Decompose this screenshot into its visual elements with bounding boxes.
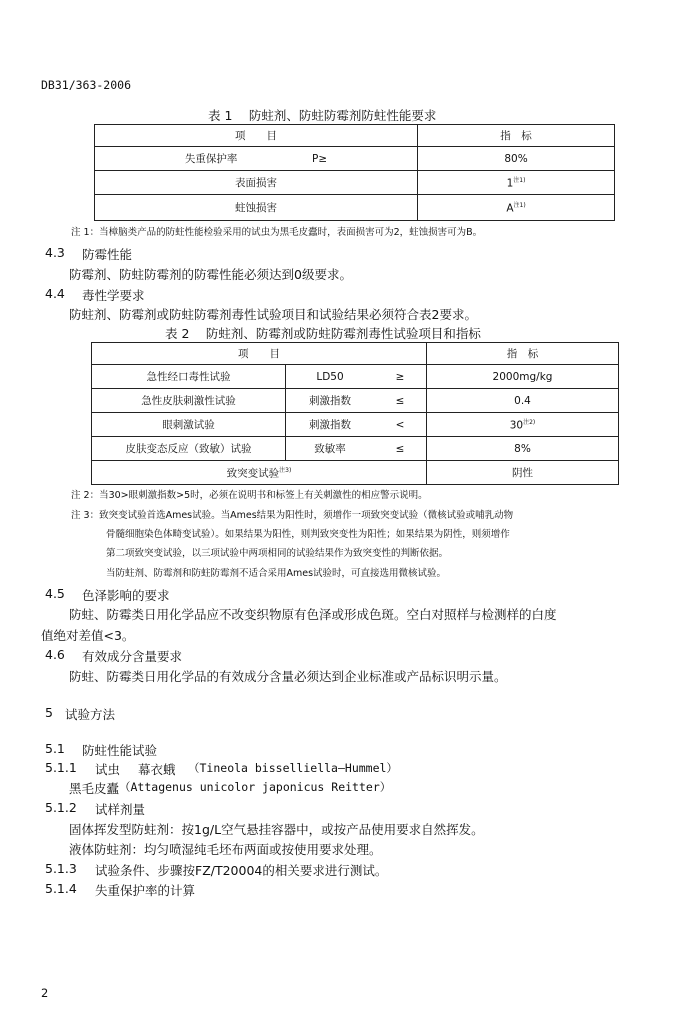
section-number: 4.5	[45, 586, 65, 601]
insect-latin: （Tineola bisselliella—Hummel）	[188, 761, 398, 775]
item-label: 失重保护率	[184, 153, 238, 165]
table1-row-value: $A^{注1)}$	[418, 195, 615, 221]
table2-row-item: 皮肤变态反应（致敏）试验	[92, 437, 286, 461]
section-number: 4.4	[45, 286, 65, 301]
item-symbol: P≥	[312, 153, 328, 165]
table2-row-item: 急性经口毒性试验	[92, 365, 286, 389]
paragraph: 防蛀剂、防霉剂或防蛀防霉剂毒性试验项目和试验结果必须符合表2要求。	[69, 307, 477, 322]
table-row	[95, 195, 615, 221]
table1-head-item: 项 目	[95, 125, 418, 147]
section-title: 试虫	[95, 762, 121, 777]
table2-row-value: 30$^{注2)}$	[427, 413, 619, 437]
section-title: 失重保护率的计算	[95, 883, 196, 898]
table-row	[92, 365, 619, 389]
section-number: 4.6	[45, 647, 65, 662]
table2-row-param: LD50	[286, 365, 375, 389]
table-row	[92, 461, 619, 485]
table2-row-op: ≤	[374, 389, 427, 413]
table-row	[95, 147, 615, 171]
table2-row-item: 急性皮肤刺激性试验	[92, 389, 286, 413]
insect-latin: （Attagenus unicolor japonicus Reitter）	[119, 780, 392, 794]
table2-row-value: 阴性	[427, 461, 619, 485]
section-title: 色泽影响的要求	[82, 588, 170, 603]
table2-row-param: 致敏率	[286, 437, 375, 461]
table1	[94, 124, 615, 221]
table2-row-value: 2000mg/kg	[427, 365, 619, 389]
table1-row-item	[95, 147, 418, 171]
table1-caption: 表 1 防蛀剂、防蛀防霉剂防蛀性能要求	[208, 108, 437, 123]
table2-row-param: 刺激指数	[286, 413, 375, 437]
table2	[91, 342, 619, 485]
section-number: 5.1	[45, 741, 65, 756]
paragraph: 固体挥发型防蛀剂：按1g/L空气悬挂容器中，或按产品使用要求自然挥发。	[69, 822, 484, 837]
section-title: 试验方法	[65, 707, 116, 722]
table1-row-value: 80%	[418, 147, 615, 171]
table1-note: 注 1：当樟脑类产品的防蛀性能检验采用的试虫为黑毛皮蠹时，表面损害可为2，蛀蚀损害可为B。	[71, 227, 483, 238]
table2-row-value: 8%	[427, 437, 619, 461]
paragraph: 防霉剂、防蛀防霉剂的防霉性能必须达到0级要求。	[69, 267, 352, 282]
section-number: 5.1.4	[45, 881, 77, 896]
section-title: 试样剂量	[95, 802, 146, 817]
table2-note3-cont: 第二项致突变试验，以三项试验中两项相同的试验结果作为致突变性的判断依据。	[106, 548, 449, 559]
table2-row-item: 致突变试验$^{注3)}$	[92, 461, 427, 485]
paragraph-cont: 值绝对差值<3。	[41, 628, 135, 643]
doc-code: DB31/363-2006	[41, 78, 132, 92]
table1-row-value: 1$^{注1)}$	[418, 171, 615, 195]
table1-row-item: 表面损害	[95, 171, 418, 195]
table2-note3-cont: 当防蛀剂、防霉剂和防蛀防霉剂不适合采用Ames试验时，可直接选用微核试验。	[106, 568, 447, 579]
paragraph: 试验条件、步骤按FZ/T20004的相关要求进行测试。	[95, 863, 388, 878]
paragraph: 防蛀、防霉类日用化学品的有效成分含量必须达到企业标准或产品标识明示量。	[69, 669, 507, 684]
table2-row-value: 0.4	[427, 389, 619, 413]
insect-name: 黑毛皮蠹	[69, 781, 120, 796]
table2-row-op: ≥	[374, 365, 427, 389]
paragraph: 防蛀、防霉类日用化学品应不改变织物原有色泽或形成色斑。空白对照样与检测样的白度	[69, 607, 557, 622]
section-title: 毒性学要求	[82, 288, 145, 303]
page-number: 2	[41, 986, 49, 1000]
table2-note3: 注 3：致突变试验首选Ames试验。当Ames结果为阳性时，须增作一项致突变试验（微核试验或哺乳动物	[71, 510, 514, 521]
table2-row-item: 眼刺激试验	[92, 413, 286, 437]
section-number: 5.1.1	[45, 760, 77, 775]
table2-head-value: 指 标	[427, 343, 619, 365]
section-number: 5.1.2	[45, 800, 77, 815]
table-row	[92, 437, 619, 461]
section-title: 防霉性能	[82, 247, 133, 262]
table-row	[95, 171, 615, 195]
section-number: 4.3	[45, 245, 65, 260]
table2-note3-cont: 骨髓细胞染色体畸变试验）。如果结果为阳性，则判致突变性为阳性；如果结果为阴性，则须增作	[106, 529, 510, 540]
insect-name: 幕衣蛾	[138, 762, 176, 777]
section-title: 防蛀性能试验	[82, 743, 158, 758]
table2-head-item: 项 目	[92, 343, 427, 365]
table-header-row	[92, 343, 619, 365]
table-row	[92, 413, 619, 437]
table2-row-op: ≤	[374, 437, 427, 461]
table1-head-value: 指 标	[418, 125, 615, 147]
paragraph: 液体防蛀剂：均匀喷湿纯毛坯布两面或按使用要求处理。	[69, 842, 382, 857]
section-number: 5	[45, 705, 53, 720]
table2-caption: 表 2 防蛀剂、防霉剂或防蛀防霉剂毒性试验项目和指标	[165, 326, 481, 341]
table2-note2: 注 2：当30>眼刺激指数>5时，必须在说明书和标签上有关刺激性的相应警示说明。	[71, 490, 428, 501]
table2-row-param: 刺激指数	[286, 389, 375, 413]
table-row	[92, 389, 619, 413]
table2-row-op: <	[374, 413, 427, 437]
section-title: 有效成分含量要求	[82, 649, 183, 664]
section-number: 5.1.3	[45, 861, 77, 876]
table1-row-item: 蛀蚀损害	[95, 195, 418, 221]
table-header-row	[95, 125, 615, 147]
